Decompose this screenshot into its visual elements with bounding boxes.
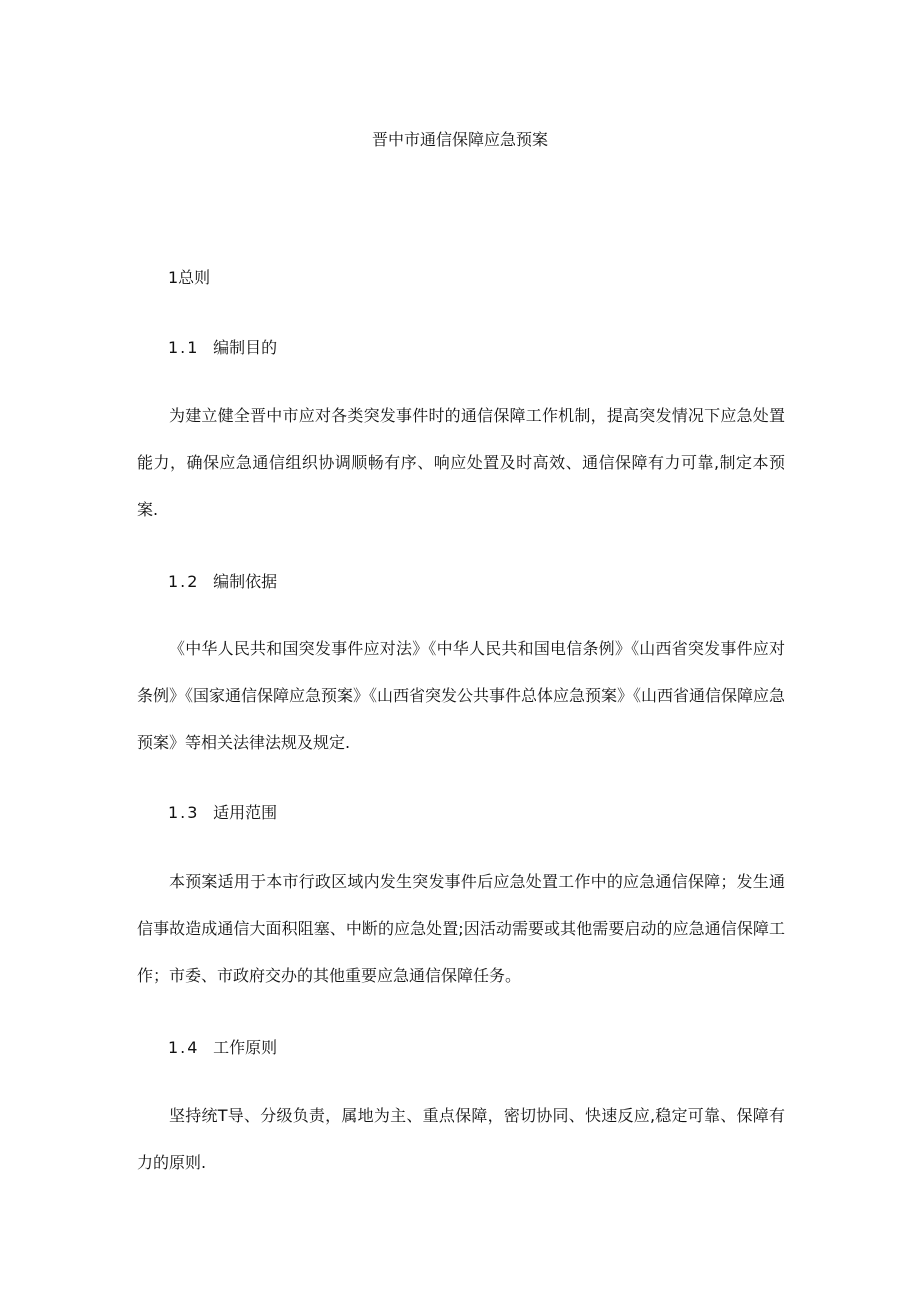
section-heading-label: 编制目的 [213,338,278,357]
section-heading-label: 编制依据 [213,572,278,591]
section-heading-label: 1总则 [168,268,211,287]
section-number: 1.1 [168,338,200,357]
section-heading-basis [168,569,277,595]
paragraph-scope: 本预案适用于本市行政区域内发生突发事件后应急处置工作中的应急通信保障；发生通信事故造成通信大面积阻塞、中断的应急处置;因活动需要或其他需要启动的应急通信保障工作；市委、市政府交办的其他重要应急通信保障任务。 [137,872,785,985]
paragraph-principles: 坚持统T导、分级负责，属地为主、重点保障，密切协同、快速反应,稳定可靠、保障有力的原则. [137,1106,785,1172]
section-heading-scope [168,800,277,826]
section-heading-label: 适用范围 [213,803,278,822]
paragraph-basis: 《中华人民共和国突发事件应对法》《中华人民共和国电信条例》《山西省突发事件应对条例》《国家通信保障应急预案》《山西省突发公共事件总体应急预案》《山西省通信保障应急预案》等相关法律法规及规定. [137,639,786,752]
section-number: 1.4 [168,1038,200,1057]
section-heading-principles [168,1035,277,1061]
document-title: 晋中市通信保障应急预案 [371,130,548,149]
section-heading-label: 工作原则 [213,1038,278,1057]
section-number: 1.3 [168,803,200,822]
section-number: 1.2 [168,572,200,591]
paragraph-purpose: 为建立健全晋中市应对各类突发事件时的通信保障工作机制，提高突发情况下应急处置能力，确保应急通信组织协调顺畅有序、响应处置及时高效、通信保障有力可靠,制定本预案. [137,406,785,519]
section-heading-purpose [168,335,277,361]
section-heading-general [168,265,210,291]
